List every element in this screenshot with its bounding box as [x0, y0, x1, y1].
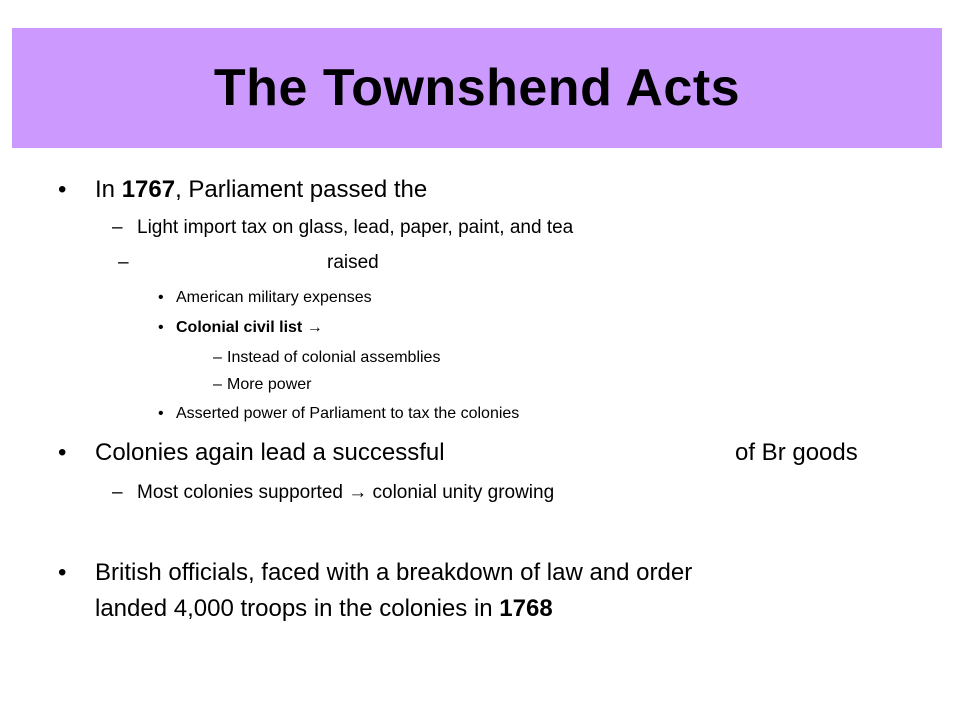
text-run: Colonial civil list	[176, 319, 303, 336]
text-run: In	[95, 176, 122, 203]
text-run: Asserted power of Parliament to tax the colonies	[176, 405, 520, 422]
title-band	[12, 28, 942, 148]
text-run: American military expenses	[176, 289, 372, 306]
dash-marker: –	[213, 376, 222, 393]
bullet-marker: •	[58, 176, 67, 203]
bullet-marker: •	[58, 559, 67, 586]
bullet-colonies-again	[95, 439, 445, 467]
level4-bullet-more-power	[227, 376, 311, 394]
sub-sub-bullet-military	[176, 289, 372, 307]
bullet-marker: •	[158, 319, 164, 336]
sub-sub-bullet-asserted-power	[176, 405, 519, 423]
arrow-icon: →	[302, 319, 323, 336]
sub-sub-bullet-civil-list	[176, 319, 323, 337]
bullet-british-officials-line1	[95, 559, 692, 587]
sub-bullet-colonial-unity	[137, 482, 554, 504]
text-run: Light import tax on glass, lead, paper, paint, and tea	[137, 217, 574, 238]
bullet-british-officials-line2	[95, 595, 553, 623]
bullet-of-br-goods	[735, 439, 858, 467]
text-run: Most colonies supported → colonial unity growing	[137, 482, 555, 503]
level4-bullet-assemblies	[227, 349, 440, 367]
text-run: British officials, faced with a breakdown of law and order	[95, 559, 693, 586]
bullet-parliament-1767	[95, 176, 427, 204]
dash-marker: –	[213, 349, 222, 366]
dash-marker: –	[112, 482, 123, 503]
sub-bullet-raised	[327, 252, 379, 274]
text-run: Instead of colonial assemblies	[227, 349, 441, 366]
dash-marker: –	[112, 217, 123, 238]
text-run: of Br goods	[735, 439, 858, 466]
bullet-marker: •	[158, 289, 164, 306]
text-run: Colonies again lead a successful	[95, 439, 445, 466]
sub-bullet-import-tax	[137, 217, 573, 239]
text-run: raised	[327, 252, 379, 273]
dash-marker: –	[118, 252, 129, 273]
bullet-marker: •	[58, 439, 67, 466]
bullet-marker: •	[158, 405, 164, 422]
text-run: More power	[227, 376, 312, 393]
slide-title: The Townshend Acts	[213, 59, 741, 117]
year-text: 1768	[499, 595, 553, 622]
year-text: 1767	[121, 176, 176, 203]
text-run: landed 4,000 troops in the colonies in	[95, 595, 500, 622]
text-run: , Parliament passed the	[175, 176, 428, 203]
